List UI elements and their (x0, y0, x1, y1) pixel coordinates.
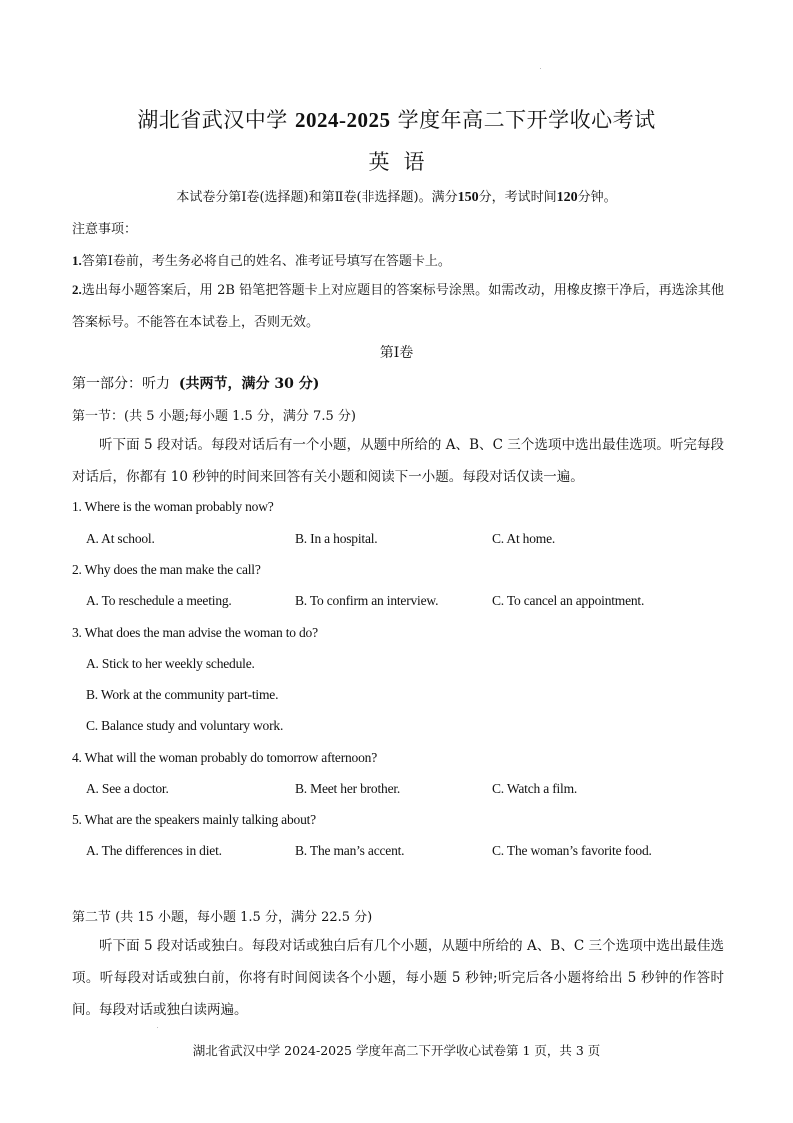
question-1-stem: 1. Where is the woman probably now? (72, 499, 274, 514)
question-4-option-c: C. Watch a film. (492, 781, 578, 796)
question-1-option-b: B. In a hospital. (295, 531, 378, 546)
exam-intro: 本试卷分第Ⅰ卷(选择题)和第Ⅱ卷(非选择题)。满分150分，考试时间120分钟。 (176, 190, 617, 205)
question-3-option-b: B. Work at the community part-time. (86, 687, 279, 702)
full-score: 150 (457, 190, 479, 205)
title-rest: 学度年高二下开学收心考试 (390, 108, 656, 132)
question-2-stem: 2. Why does the man make the call? (72, 562, 261, 577)
section2-heading: 第二节 (共 15 小题，每小题 1.5 分，满分 22.5 分) (72, 910, 373, 925)
exam-time: 120 (556, 190, 578, 205)
question-5-stem: 5. What are the speakers mainly talking about? (72, 812, 316, 827)
question-3-stem: 3. What does the man advise the woman to do? (72, 625, 318, 640)
question-5-option-b: B. The man’s accent. (295, 843, 405, 858)
question-1-option-a: A. At school. (86, 531, 155, 546)
notice-item-2: 2.选出每小题答案后，用 2B 铅笔把答题卡上对应题目的答案标号涂黑。如需改动，用橡皮擦干净后，再选涂其他答案标号。不能答在本试卷上，否则无效。 (72, 282, 724, 330)
question-2-option-a: A. To reschedule a meeting. (86, 593, 232, 608)
section2-instructions: 听下面 5 段对话或独白。每段对话或独白后有几个小题，从题中所给的 A、B、C 三个选项中选出最佳选项。听每段对话或独白前，你将有时间阅读各个小题，每小题 5 秒钟;听完后各小题将给出 5 秒钟的作答时间。每段对话或独白读两遍。 (72, 938, 724, 1018)
title-year: 2024-2025 (295, 108, 391, 132)
question-2-option-b: B. To confirm an interview. (295, 593, 439, 608)
scan-dot (540, 68, 541, 69)
part1-heading: 第一部分：听力 (共两节，满分 30 分) (72, 376, 320, 392)
question-4-option-a: A. See a doctor. (86, 781, 169, 796)
notice-heading: 注意事项： (72, 222, 138, 237)
section1-heading: 第一节：(共 5 小题;每小题 1.5 分，满分 7.5 分) (72, 409, 356, 424)
question-2-option-c: C. To cancel an appointment. (492, 593, 645, 608)
question-5-option-c: C. The woman’s favorite food. (492, 843, 652, 858)
question-3-option-c: C. Balance study and voluntary work. (86, 718, 284, 733)
exam-title (0, 104, 793, 134)
question-3-option-a: A. Stick to her weekly schedule. (86, 656, 255, 671)
subject-title: 英语 (368, 150, 439, 174)
section1-instructions: 听下面 5 段对话。每段对话后有一个小题，从题中所给的 A、B、C 三个选项中选出最佳选项。听完每段对话后，你都有 10 秒钟的时间来回答有关小题和阅读下一小题。每段对话仅读一遍。 (72, 437, 724, 485)
notice-item-1: 1.答第Ⅰ卷前，考生务必将自己的姓名、准考证号填写在答题卡上。 (72, 253, 451, 269)
question-1-option-c: C. At home. (492, 531, 556, 546)
question-4-stem: 4. What will the woman probably do tomorrow afternoon? (72, 750, 377, 765)
volume-title: 第Ⅰ卷 (379, 345, 414, 361)
question-4-option-b: B. Meet her brother. (295, 781, 401, 796)
scan-dot (157, 1027, 158, 1028)
page-footer: 湖北省武汉中学 2024-2025 学度年高二下开学收心试卷第 1 页，共 3 页 (192, 1043, 601, 1058)
title-school: 湖北省武汉中学 (137, 108, 295, 132)
question-5-option-a: A. The differences in diet. (86, 843, 222, 858)
